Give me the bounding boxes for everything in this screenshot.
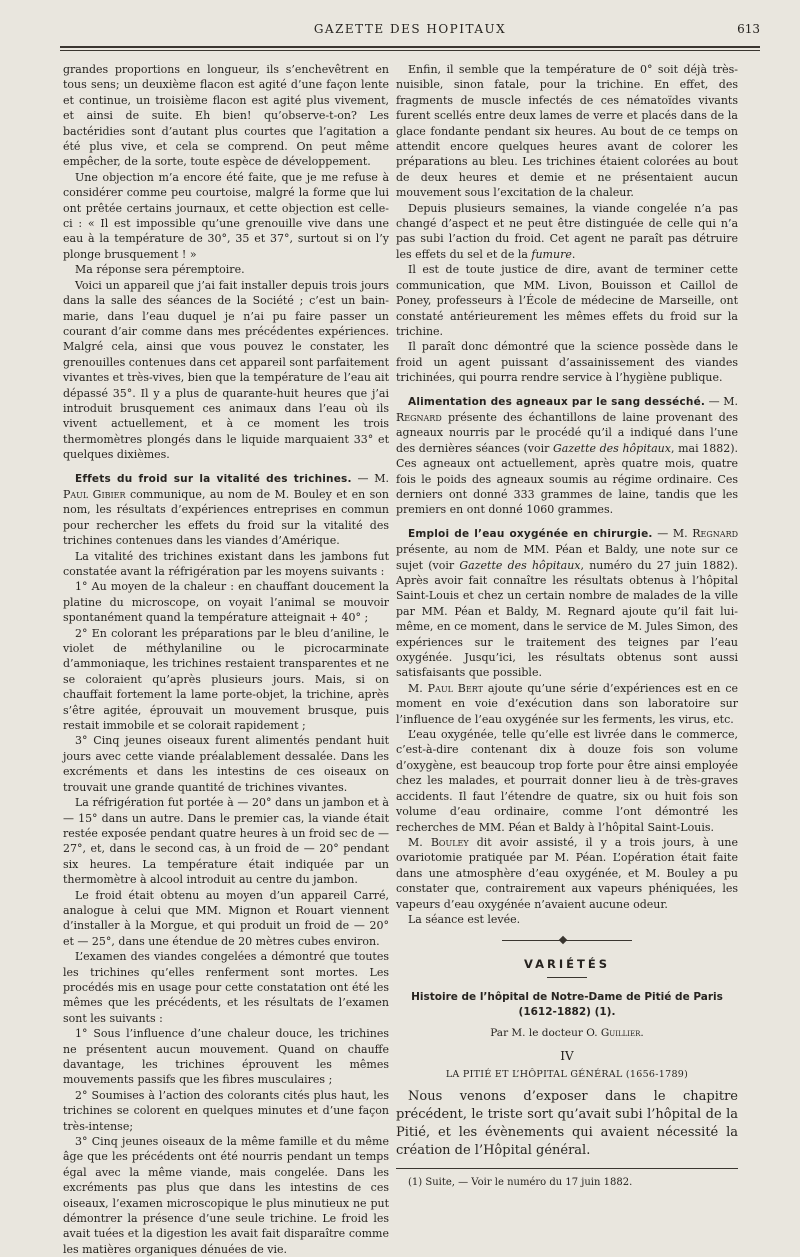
paragraph: 3° Cinq jeunes oiseaux de la même famille et du même âge que les précédents ont été nourris pendant un temps égal avec la même viande, mais congelée. Dans les excréments pas plus que dans les intestins de ces oiseaux, l’examen microscopique le plus minutieux ne put démontrer la présence d’une seule trichine. Le froid les avait tuées et la digestion les avait fait disparaître comme les matières organiques dénuées de vie. [63, 1135, 389, 1256]
section-text: présente des échantillons de laine provenant des agneaux nourris par le procédé qu’il a indiqué dans l’une des dernières séances (voir [396, 410, 738, 455]
header-rule-thin [60, 50, 760, 51]
paragraph [396, 835, 738, 912]
paragraph: Il paraît donc démontré que la science possède dans le froid un agent puissant d’assainissement des viandes trichinées, qui pourra rendre service à l’hygiène publique. [396, 340, 738, 385]
chapter-subtitle: LA PITIÉ ET L’HÔPITAL GÉNÉRAL (1656-1789) [445, 1068, 689, 1080]
page-number: 613 [737, 22, 760, 36]
paragraph: Voici un appareil que j’ai fait installer depuis trois jours dans la salle des séances de la Société ; c’est un bain-marie, dans l’eau duquel je n’ai pu faire passer un courant d’air comme dans mes précédentes expériences. Malgré cela, ainsi que vous pouvez le constater, les grenouilles contenues dans cet appareil sont parfaitement vivantes et très-vives, bien que la température de l’eau ait dépassé 35°. Il y a plus de quarante-huit heures que j’ai introduit brusquement ces animaux dans l’eau où ils vivent actuellement, et à ce moment les trois thermomètres plongés dans le liquide marquaient 33° et quelques dixièmes. [63, 278, 389, 462]
text-run: dit avoir assisté, il y a trois jours, à une ovariotomie pratiquée par M. Péan. L’opération était faite dans une atmosphère d’eau oxygénée, et M. Bouley a pu constater que, contrairement aux vapeurs phéniquées, les vapeurs d’eau oxygénée n’avaient aucune odeur. [396, 835, 738, 911]
paragraph [396, 681, 738, 727]
footnote-rule [396, 1168, 738, 1169]
right-column [396, 62, 738, 1190]
chapter-intro: Nous venons d’exposer dans le chapitre précédent, le triste sort qu’avait subi l’hôpital de la Pitié, et les évènements qui avaient nécessité la création de l’Hôpital général. [396, 1088, 738, 1158]
paragraph: grandes proportions en longueur, ils s’enchevêtrent en tous sens; un deuxième flacon est agité d’une façon lente et continue, un troisième flacon est agité plus vivement, et ainsi de suite. Eh bien! qu’observe-t-on? Les bactéridies sont d’autant plus courtes que l’agitation a été plus vive, et cela se comprend. On peut même empêcher, de la sorte, toute espèce de développement. [63, 63, 389, 169]
paragraph: 2° En colorant les préparations par le bleu d’aniline, le violet de méthylaniline ou le picrocarminate d’ammoniaque, les trichines restaient transparentes et ne se coloraient qu’après plusieurs jours. Mais, si on chauffait fortement la lame porte-objet, la trichine, après s’être agitée, éprouvait un mouvement brusque, puis restait immobile et se colorait rapidement ; [63, 626, 389, 733]
paragraph: 1° Sous l’influence d’une chaleur douce, les trichines ne présentent aucun mouvement. Quand on chauffe davantage, les trichines éprouvent les mêmes mouvements passifs que les fibres musculaires ; [63, 1027, 389, 1087]
section-text: , mai 1882). Ces agneaux ont actuellement, après quatre mois, quatre fois le poids des agneaux soumis au régime ordinaire. Ces derniers ont donné 333 grammes de laine, tandis que les premiers en ont donné 1060 grammes. [396, 441, 738, 517]
byline [396, 1026, 738, 1041]
paragraph: Une objection m’a encore été faite, que je me refuse à considérer comme peu courtoise, malgré la forme que lui ont prêtée certains journaux, et cette objection est celle-ci : « Il est impossible qu’une grenouille vive dans une eau à la température de 30°, 35 et 37°, surtout si on l’y plonge brusquement ! » [63, 170, 389, 261]
author-name: M. Paul Gibier [63, 471, 389, 501]
author-name: M. Bouley [408, 835, 469, 849]
text-run: Depuis plusieurs semaines, la viande congelée n’a pas changé d’aspect et ne peut être distinguée de celle qui n’a pas subi l’action du froid. Cet agent ne paraît pas détruire les effets du sel et de la [396, 201, 738, 261]
header-rule [60, 46, 760, 48]
paragraph: La séance est levée. [408, 912, 521, 926]
section-trichines [63, 471, 389, 549]
chapter-number: IV [560, 1049, 574, 1064]
varietes-heading: VARIÉTÉS [524, 957, 610, 972]
dash: — [652, 526, 673, 540]
ornament-divider [502, 937, 632, 943]
journal-reference: Gazette des hôpitaux [459, 558, 581, 572]
paragraph: La vitalité des trichines existant dans les jambons fut constatée avant la réfrigération par les moyens suivants : [63, 549, 389, 578]
section-title: Alimentation des agneaux par le sang desséché. [408, 395, 706, 408]
text-run: . [571, 247, 576, 261]
section-text: , numéro du 27 juin 1882). Après avoir fait connaître les résultats obtenus à l’hôpital Saint-Louis et chez un certain nombre de malades de la ville par MM. Péan et Baldy, M. Regnard ajoute qu’il fait lui-même, en ce moment, dans le service de M. Jules Simon, des expériences sur le traitement des teignes par l’eau oxygénée. Jusqu’ici, les résultats obtenus sont aussi satisfaisants que possible. [396, 558, 738, 680]
text-run: ajoute qu’une série d’expériences est en ce moment en voie d’exécution dans son laboratoire sur l’influence de l’eau oxygénée sur les ferments, les virus, etc. [396, 681, 738, 726]
left-column [63, 62, 389, 1257]
paragraph: 3° Cinq jeunes oiseaux furent alimentés pendant huit jours avec cette viande préalablement dessalée. Dans les excréments et dans les intestins de ces oiseaux on trouvait une grande quantité de trichines vivantes. [63, 734, 389, 794]
section-title: Effets du froid sur la vitalité des trichines. [75, 472, 352, 485]
section-text: présente, au nom de MM. Péan et Baldy, une note sur ce sujet (voir [396, 543, 738, 572]
article-title: Histoire de l’hôpital de Notre-Dame de Pitié de Paris (1612-1882) (1). [411, 990, 723, 1018]
section-text: communique, au nom de M. Bouley et en son nom, les résultats d’expériences entreprises en commun pour rechercher les effets du froid sur la vitalité des trichines contenues dans les viandes d’Amérique. [63, 487, 389, 548]
author-name: M. Regnard [396, 394, 738, 424]
paragraph: L’examen des viandes congelées a démontré que toutes les trichines qu’elles renferment sont mortes. Les procédés mis en usage pour cette constatation ont été les mêmes que les précédents, et les résultats de l’examen sont les suivants : [63, 950, 389, 1025]
paragraph: Enfin, il semble que la température de 0° soit déjà très-nuisible, sinon fatale, pour la trichine. En effet, des fragments de muscle infectés de ces nématoïdes vivants furent scellés entre deux lames de verre et placés dans de la glace fondante pendant six heures. Au bout de ce temps on attendit encore quelques heures avant de colorer les préparations au bleu. Les trichines étaient colorées au bout de deux heures et demie et ne présentaient aucun mouvement sous l’excitation de la chaleur. [396, 63, 738, 200]
byline-prefix: Par M. le docteur [490, 1026, 587, 1039]
paragraph: 1° Au moyen de la chaleur : en chauffant doucement la platine du microscope, on voyait l’animal se mouvoir spontanément quand la température atteignait + 40° ; [63, 580, 389, 625]
paragraph: L’eau oxygénée, telle qu’elle est livrée dans le commerce, c’est-à-dire contenant dix à douze fois son volume d’oxygène, est beaucoup trop forte pour être ainsi employée chez les malades, et pourrait donner lieu à de très-graves accidents. Il faut l’étendre de quatre, six ou huit fois son volume d’eau ordinaire, comme l’ont démontré les recherches de MM. Péan et Baldy à l’hôpital Saint-Louis. [396, 728, 738, 834]
page-header [60, 22, 760, 42]
paragraph: Ma réponse sera péremptoire. [75, 263, 245, 277]
journal-reference: Gazette des hôpitaux [553, 441, 671, 455]
dash: — [705, 394, 724, 408]
short-rule [547, 977, 587, 978]
italic-term: fumure [531, 247, 572, 261]
author-name: M. Regnard [672, 526, 739, 540]
journal-title: GAZETTE DES HOPITAUX [313, 22, 507, 36]
author-name: O. Guillier. [586, 1026, 644, 1039]
section-title: Emploi de l’eau oxygénée en chirurgie. [408, 527, 653, 540]
paragraph: Le froid était obtenu au moyen d’un appareil Carré, analogue à celui que MM. Mignon et Rouart viennent d’installer à la Morgue, et qui produit un froid de — 20° et — 25°, dans une étendue de 20 mètres cubes environ. [63, 888, 389, 948]
section-agneaux [396, 394, 738, 518]
dash: — [351, 471, 375, 485]
paragraph: Il est de toute justice de dire, avant de terminer cette communication, que MM. Livon, Bouisson et Caillol de Poney, professeurs à l’École de médecine de Marseille, ont constaté antérieurement les mêmes effets du froid sur la trichine. [396, 263, 738, 338]
paragraph: La réfrigération fut portée à — 20° dans un jambon et à — 15° dans un autre. Dans le premier cas, la viande était restée exposée pendant quatre heures à un froid sec de — 27°, et, dans le second cas, à un froid de — 20° pendant six heures. La température était indiquée par un thermomètre à alcool introduit au centre du jambon. [63, 796, 389, 887]
paragraph: 2° Soumises à l’action des colorants cités plus haut, les trichines se colorent en quelques minutes et d’une façon très-intense; [63, 1088, 389, 1133]
paragraph [396, 201, 738, 263]
author-name: M. Paul Bert [408, 681, 483, 695]
section-eau-oxygenee [396, 526, 738, 681]
footnote: (1) Suite, — Voir le numéro du 17 juin 1882. [408, 1176, 633, 1188]
